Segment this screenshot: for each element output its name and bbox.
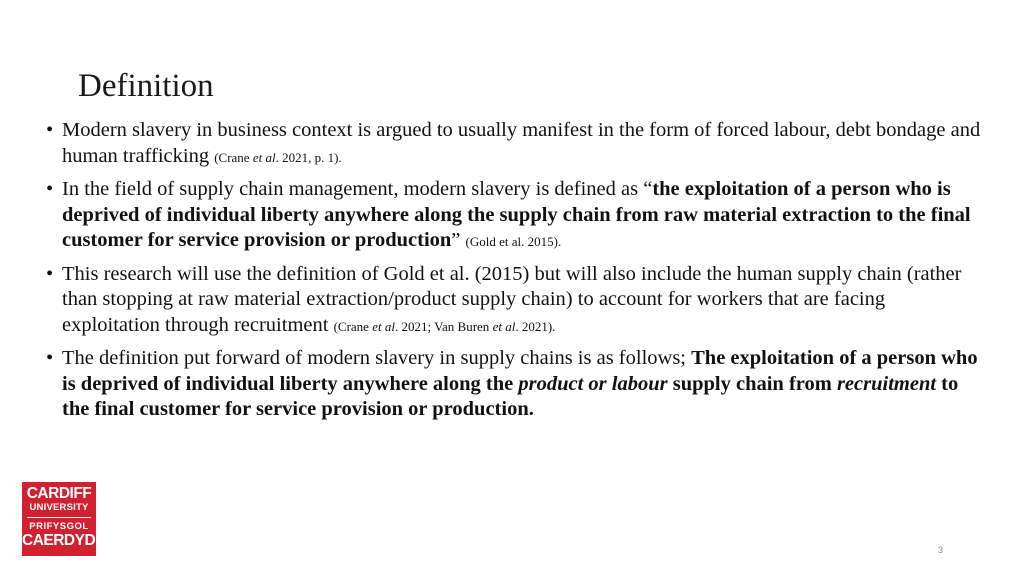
bullet-text-segment: ”	[451, 229, 466, 251]
logo-line-university: UNIVERSITY	[29, 502, 89, 513]
bullet-text-segment: (Gold et al. 2015).	[465, 234, 562, 249]
bullet-text-segment: . 2021).	[515, 318, 556, 334]
logo-line-cardiff: CARDIFF	[26, 485, 92, 502]
bullet-text-segment: The definition put forward of modern slavery in supply chains is as follows;	[62, 347, 692, 369]
bullet-text-segment: et al	[372, 318, 395, 334]
bullet-list	[46, 118, 986, 430]
bullet-text-segment: (Crane	[214, 149, 253, 165]
bullet-text-segment: recruitment	[836, 372, 937, 395]
bullet-text-segment: product or labour	[518, 372, 668, 395]
bullet-text-segment: et al	[492, 318, 516, 334]
logo-divider	[27, 517, 91, 518]
bullet-text-segment: et al	[252, 149, 276, 165]
bullet-text-segment: . 2021, p. 1).	[275, 149, 342, 165]
logo-line-prifysgol: PRIFYSGOL	[29, 521, 89, 532]
bullet-item	[46, 262, 986, 340]
bullet-item	[46, 177, 986, 255]
cardiff-university-logo	[22, 482, 106, 556]
bullet-text-segment: In the field of supply chain management, modern slavery is defined as “	[62, 178, 653, 200]
bullet-text-segment: (Crane	[333, 318, 373, 334]
bullet-text-segment: to the final customer for service provision or production.	[62, 372, 959, 420]
slide-title: Definition	[78, 68, 214, 104]
bullet-text-segment: supply chain from	[667, 372, 837, 395]
bullet-text-segment: . 2021; Van Buren	[394, 318, 493, 334]
bullet-item	[46, 118, 986, 170]
bullet-text-segment: This research will use the definition of Gold et al. (2015) but will also include the human supply chain (rather than stopping at raw material extraction/product supply chain) to account for workers that are facing exploitation through recruitment	[62, 262, 962, 336]
bullet-item	[46, 346, 986, 423]
bullet-text-segment: the exploitation of a person who is deprived of individual liberty anywhere along the supply chain from raw material extraction to the final customer for service provision or production	[62, 178, 971, 251]
page-number: 3	[938, 545, 944, 555]
logo-line-caerdydd: CAERDYDD	[22, 532, 106, 549]
bullet-text-segment: The exploitation of a person who is deprived of individual liberty anywhere along the	[62, 347, 978, 395]
bullet-text-segment: Modern slavery in business context is argued to usually manifest in the form of forced labour, debt bondage and human trafficking	[62, 119, 981, 167]
